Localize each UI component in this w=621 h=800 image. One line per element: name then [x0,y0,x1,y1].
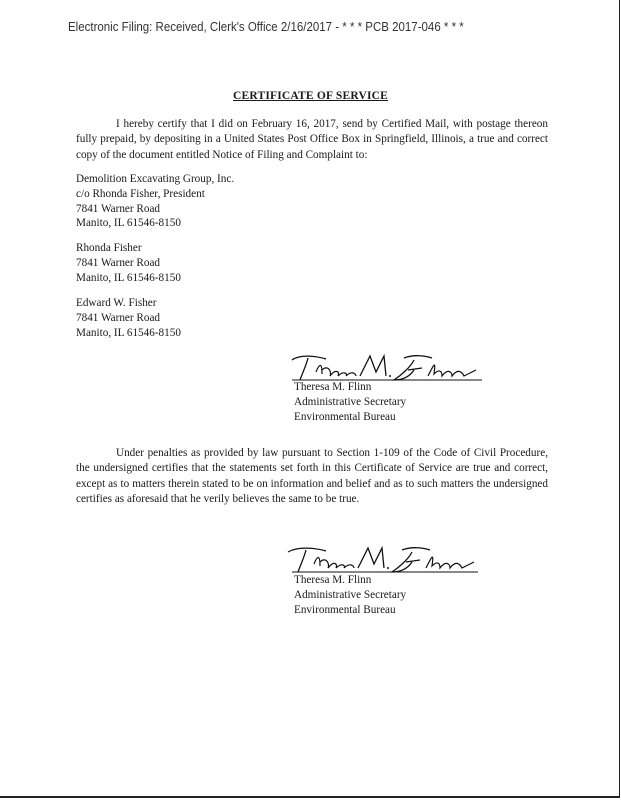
signer-name: Theresa M. Flinn [294,574,372,586]
signer-title: Administrative Secretary [294,395,407,408]
signer-name: Theresa M. Flinn [294,381,372,393]
filing-stamp: Electronic Filing: Received, Clerk's Office 2/16/2017 - * * * PCB 2017-046 * * * [68,20,464,34]
address-line: 7841 Warner Road [76,202,161,215]
address-line: Manito, IL 61546-8150 [76,326,181,339]
signer-department: Environmental Bureau [294,410,396,423]
address-line: Manito, IL 61546-8150 [76,217,181,230]
signature-block-1 [294,380,406,424]
address-line: c/o Rhonda Fisher, President [76,187,205,200]
document-title: CERTIFICATE OF SERVICE [232,90,389,102]
signer-department: Environmental Bureau [294,603,396,616]
address-line: Demolition Excavating Group, Inc. [76,173,235,185]
address-line: Manito, IL 61546-8150 [76,271,181,284]
penalty-paragraph: Under penalties as provided by law pursuant to Section 1-109 of the Code of Civil Procedure, the undersigned certifies that the statements set forth in this Certificate of Service are true and correct, except as to matters therein stated to be on information and belief and as to such matters the undersigned certifies as aforesaid that he verily believes the same to be true. [76,447,548,505]
recipient-address-3 [76,296,181,340]
signature-block-2 [294,573,406,617]
recipient-address-1 [76,172,234,231]
address-line: 7841 Warner Road [76,311,161,324]
signer-title: Administrative Secretary [294,588,407,601]
certification-paragraph: I hereby certify that I did on February 16, 2017, send by Certified Mail, with postage thereon fully prepaid, by depositing in a United States Post Office Box in Springfield, Illinois, a true and correct copy of the document entitled Notice of Filing and Complaint to: [76,118,548,161]
recipient-address-2 [76,241,181,285]
handwritten-signature-1 [286,350,486,384]
handwritten-signature-2 [284,542,484,576]
address-line: Rhonda Fisher [76,242,142,254]
address-line: Edward W. Fisher [76,297,157,309]
address-line: 7841 Warner Road [76,256,161,269]
